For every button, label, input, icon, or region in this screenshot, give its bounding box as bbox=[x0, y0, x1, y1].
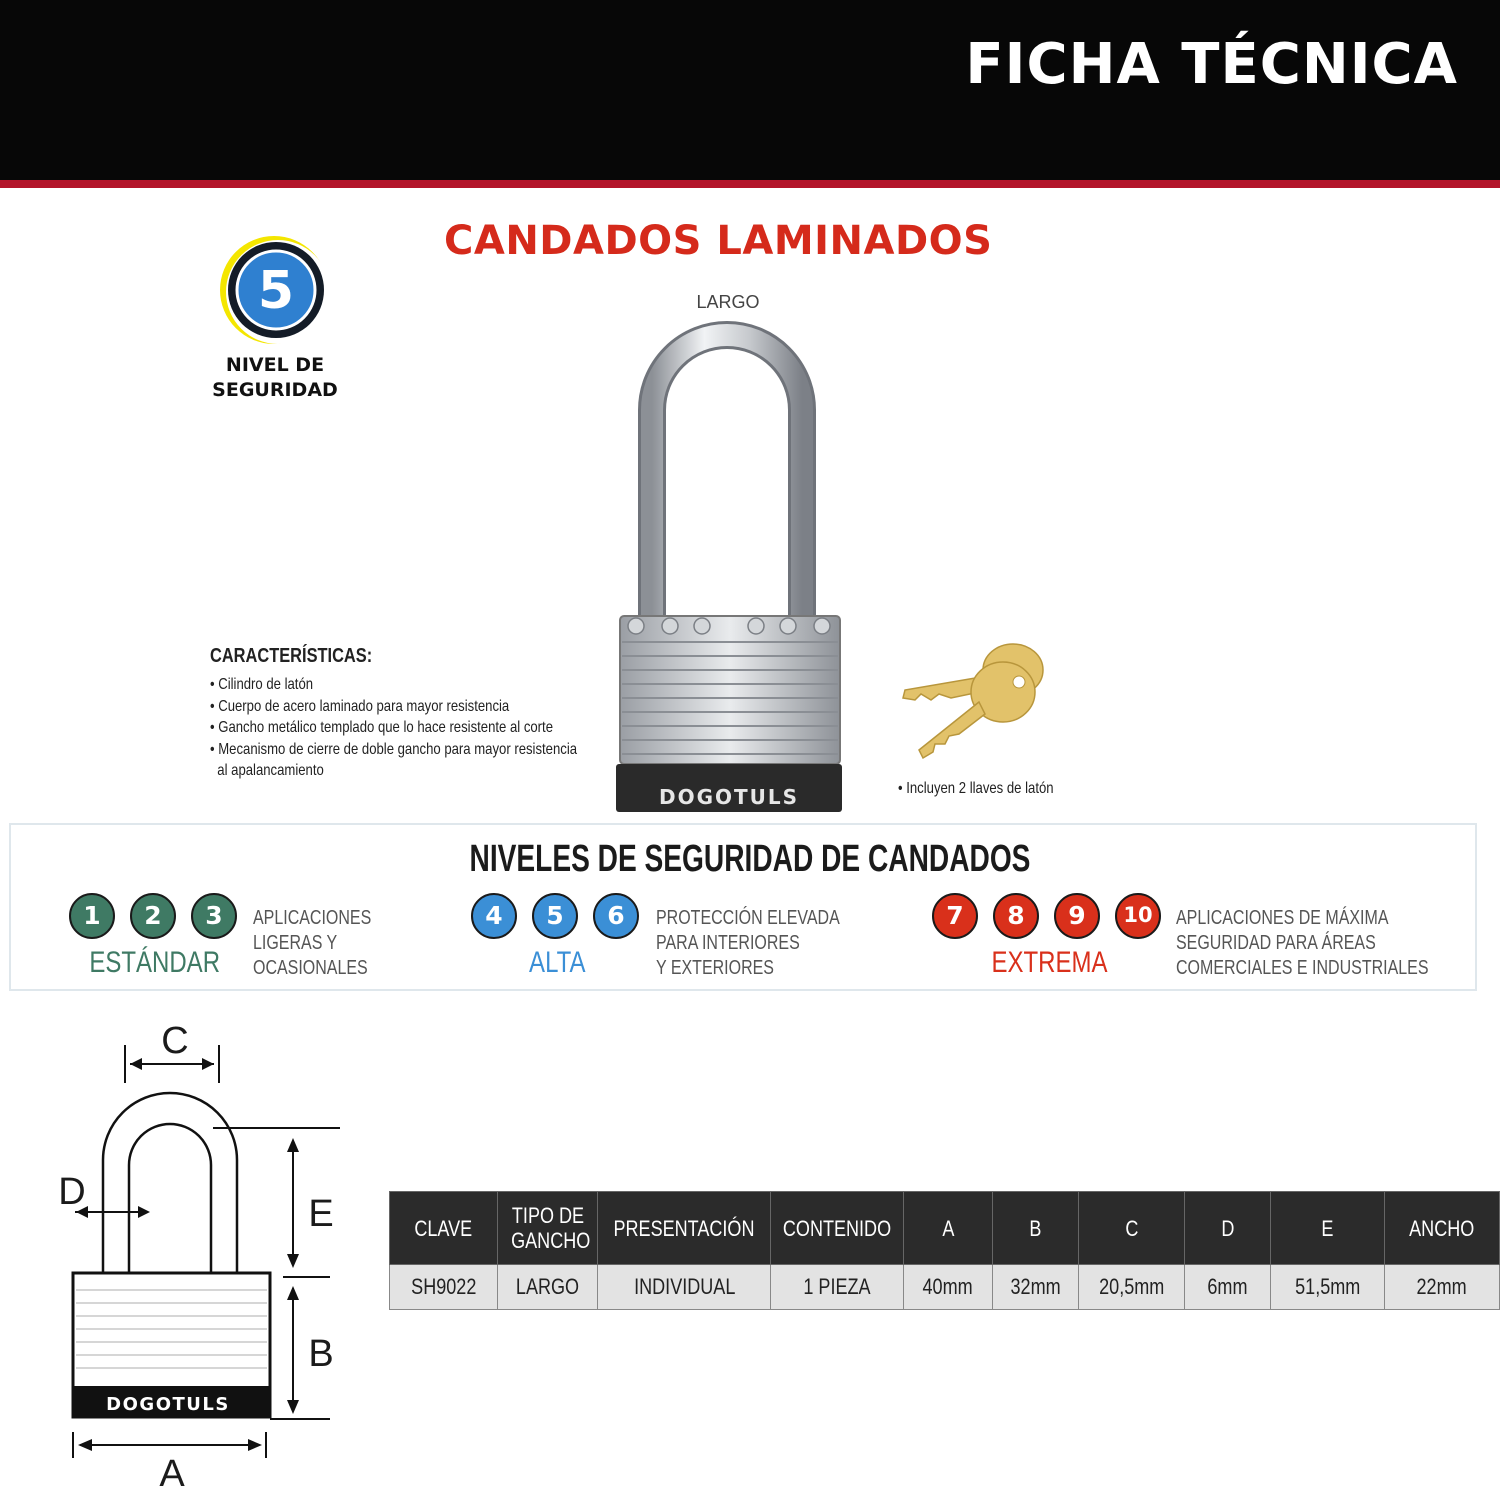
header-c: C bbox=[1079, 1192, 1185, 1265]
table-row bbox=[390, 1265, 1500, 1310]
level-desc-standard-3: OCASIONALES bbox=[253, 957, 368, 979]
feature-item: al apalancamiento bbox=[210, 762, 324, 779]
feature-item: • Gancho metálico templado que lo hace resistente al corte bbox=[210, 719, 553, 736]
header-ancho: ANCHO bbox=[1384, 1192, 1499, 1265]
level-desc-extreme-2: SEGURIDAD PARA ÁREAS bbox=[1176, 932, 1376, 954]
feature-item: • Cilindro de latón bbox=[210, 676, 314, 693]
header-tipo-gancho: TIPO DE GANCHO bbox=[498, 1192, 598, 1265]
features-block bbox=[210, 645, 620, 782]
level-desc-extreme-3: COMERCIALES E INDUSTRIALES bbox=[1176, 957, 1429, 979]
cell-presentacion: INDIVIDUAL bbox=[598, 1265, 771, 1310]
badge-caption-line2: SEGURIDAD bbox=[212, 379, 338, 401]
level-3-circle: 3 bbox=[191, 893, 237, 939]
level-10-circle: 10 bbox=[1115, 893, 1161, 939]
padlock-dimension-diagram bbox=[0, 1010, 370, 1500]
header-a: A bbox=[904, 1192, 993, 1265]
level-desc-high-3: Y EXTERIORES bbox=[656, 957, 774, 979]
badge-caption-line1: NIVEL DE bbox=[225, 354, 325, 376]
cell-a: 40mm bbox=[904, 1265, 993, 1310]
header-presentacion: PRESENTACIÓN bbox=[598, 1192, 771, 1265]
cell-clave: SH9022 bbox=[390, 1265, 498, 1310]
cell-e: 51,5mm bbox=[1271, 1265, 1384, 1310]
level-6-circle: 6 bbox=[593, 893, 639, 939]
badge-number: 5 bbox=[257, 261, 295, 321]
dimension-label-e: E bbox=[308, 1193, 334, 1235]
level-desc-high-1: PROTECCIÓN ELEVADA bbox=[656, 907, 840, 929]
shackle-type-label: LARGO bbox=[696, 292, 760, 312]
header-e: E bbox=[1271, 1192, 1384, 1265]
diagram-brand-text: DOGOTULS bbox=[106, 1394, 230, 1415]
cell-tipo-gancho: LARGO bbox=[498, 1265, 598, 1310]
security-level-badge bbox=[216, 232, 334, 344]
dimension-label-b: B bbox=[308, 1333, 334, 1375]
header-contenido: CONTENIDO bbox=[771, 1192, 904, 1265]
features-title: CARACTERÍSTICAS: bbox=[210, 645, 373, 667]
keys-note: • Incluyen 2 llaves de latón bbox=[898, 780, 1054, 797]
header-b: B bbox=[992, 1192, 1079, 1265]
cell-d: 6mm bbox=[1184, 1265, 1270, 1310]
level-category-standard: ESTÁNDAR bbox=[89, 946, 221, 979]
level-8-circle: 8 bbox=[993, 893, 1039, 939]
level-category-high: ALTA bbox=[528, 946, 586, 979]
dimension-label-d: D bbox=[58, 1171, 86, 1213]
feature-item: • Cuerpo de acero laminado para mayor resistencia bbox=[210, 697, 510, 715]
level-9-circle: 9 bbox=[1054, 893, 1100, 939]
cell-c: 20,5mm bbox=[1079, 1265, 1185, 1310]
header-clave: CLAVE bbox=[390, 1192, 498, 1265]
features-list bbox=[210, 674, 620, 782]
level-4-circle: 4 bbox=[471, 893, 517, 939]
cell-b: 32mm bbox=[992, 1265, 1079, 1310]
dimension-label-a: A bbox=[159, 1453, 185, 1495]
spec-table-header-row bbox=[390, 1192, 1500, 1265]
padlock-brand-text: DOGOTULS bbox=[658, 785, 800, 809]
brass-keys-image bbox=[895, 640, 1055, 765]
spec-table bbox=[389, 1191, 1500, 1310]
feature-item: • Mecanismo de cierre de doble gancho para mayor resistencia bbox=[210, 740, 578, 758]
security-levels-title: NIVELES DE SEGURIDAD DE CANDADOS bbox=[469, 838, 1031, 880]
level-desc-extreme-1: APLICACIONES DE MÁXIMA bbox=[1176, 907, 1389, 929]
level-desc-high-2: PARA INTERIORES bbox=[656, 932, 800, 954]
padlock-product-image bbox=[600, 320, 860, 820]
level-2-circle: 2 bbox=[130, 893, 176, 939]
header-d: D bbox=[1184, 1192, 1270, 1265]
product-title: CANDADOS LAMINADOS bbox=[444, 218, 993, 264]
level-category-extreme: EXTREMA bbox=[991, 946, 1109, 979]
header-title: FICHA TÉCNICA bbox=[965, 32, 1458, 97]
level-desc-standard-2: LIGERAS Y bbox=[253, 932, 338, 954]
header-accent-line bbox=[0, 180, 1500, 188]
level-desc-standard-1: APLICACIONES bbox=[253, 907, 372, 929]
cell-ancho: 22mm bbox=[1384, 1265, 1499, 1310]
level-7-circle: 7 bbox=[932, 893, 978, 939]
cell-contenido: 1 PIEZA bbox=[771, 1265, 904, 1310]
level-1-circle: 1 bbox=[69, 893, 115, 939]
level-5-circle: 5 bbox=[532, 893, 578, 939]
dimension-label-c: C bbox=[161, 1020, 189, 1062]
